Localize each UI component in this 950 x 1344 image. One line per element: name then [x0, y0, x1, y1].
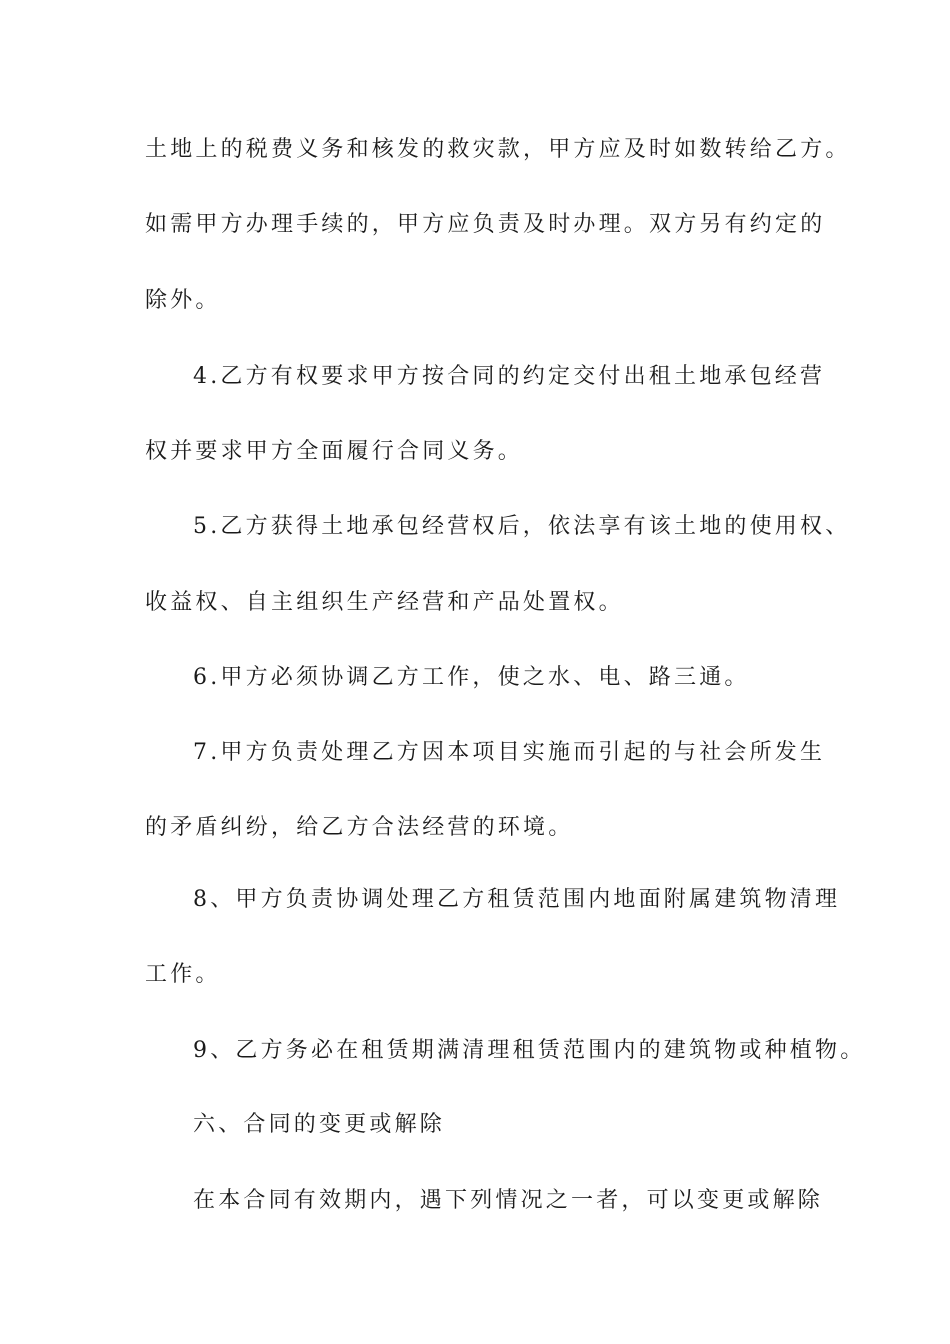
clause-5-line: 5.乙方获得土地承包经营权后，依法享有该土地的使用权、: [193, 514, 851, 539]
paragraph-line: 土地上的税费义务和核发的救灾款，甲方应及时如数转给乙方。: [145, 137, 851, 162]
clause-7-line: 7.甲方负责处理乙方因本项目实施而引起的与社会所发生: [193, 740, 826, 765]
clause-8-line: 8、甲方负责协调处理乙方租赁范围内地面附属建筑物清理: [193, 887, 841, 912]
section-heading: 六、合同的变更或解除: [193, 1112, 446, 1137]
paragraph-line: 的矛盾纠纷，给乙方合法经营的环境。: [145, 815, 574, 840]
clause-4-line: 4.乙方有权要求甲方按合同的约定交付出租土地承包经营: [193, 364, 826, 389]
paragraph-line: 收益权、自主组织生产经营和产品处置权。: [145, 590, 624, 615]
paragraph-line: 除外。: [145, 288, 221, 313]
clause-6-line: 6.甲方必须协调乙方工作，使之水、电、路三通。: [193, 665, 750, 690]
paragraph-line: 权并要求甲方全面履行合同义务。: [145, 439, 524, 464]
clause-9-line: 9、乙方务必在租赁期满清理租赁范围内的建筑物或种植物。: [193, 1038, 866, 1063]
paragraph-line: 如需甲方办理手续的，甲方应负责及时办理。双方另有约定的: [145, 212, 826, 237]
paragraph-line: 工作。: [145, 962, 221, 987]
paragraph-line: 在本合同有效期内，遇下列情况之一者，可以变更或解除: [193, 1188, 824, 1213]
